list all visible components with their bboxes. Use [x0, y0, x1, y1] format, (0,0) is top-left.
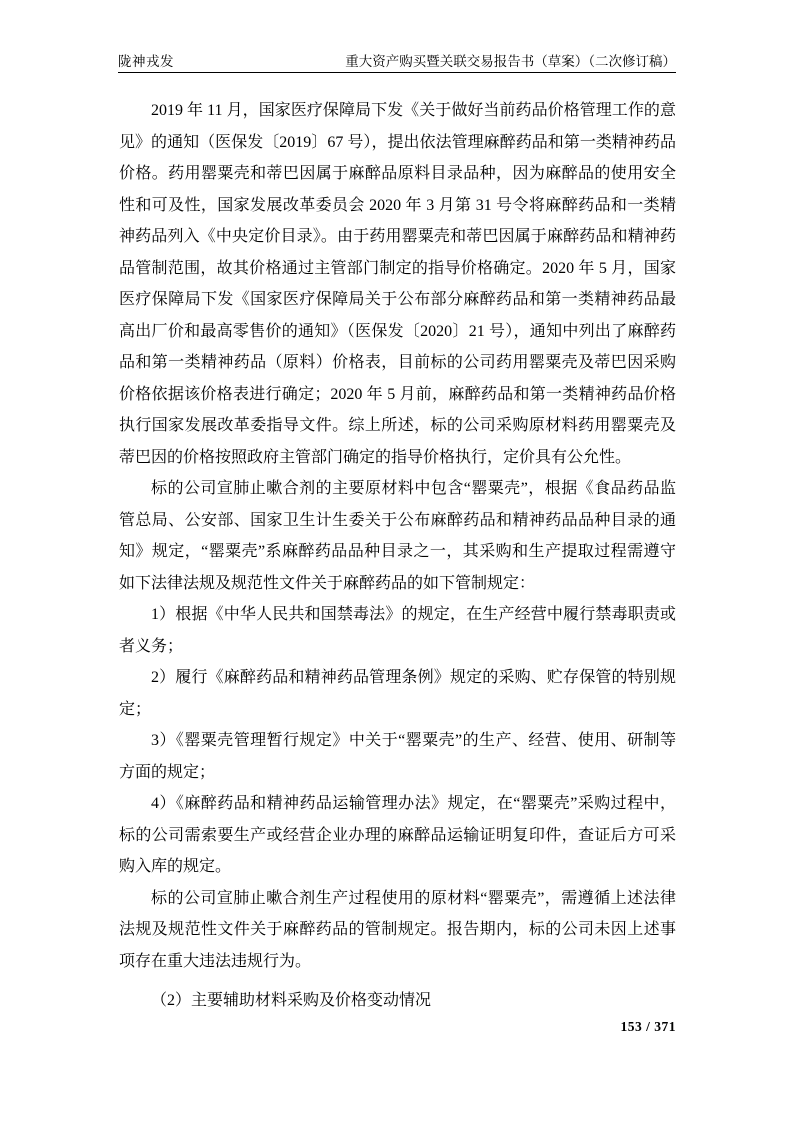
document-body [119, 95, 676, 1017]
page-number: 153 / 371 [620, 1019, 676, 1034]
paragraph-raw-material-regulations: 标的公司宣肺止嗽合剂的主要原材料中包含“罂粟壳”，根据《食品药品监管总局、公安部、国家卫生计生委关于公布麻醉药品和精神药品品种目录的通知》规定，“罂粟壳”系麻醉药品品种目录之一，其采购和生产提取过程需遵守如下法律法规及规范性文件关于麻醉药品的如下管制规定： [119, 480, 676, 592]
header-document-title: 重大资产购买暨关联交易报告书（草案）（二次修订稿） [345, 54, 676, 69]
list-item-poppy-shell-provisions: 3）《罂粟壳管理暂行规定》中关于“罂粟壳”的生产、经营、使用、研制等方面的规定； [119, 732, 676, 781]
list-item-narcotic-regulations: 2）履行《麻醉药品和精神药品管理条例》规定的采购、贮存保管的特别规定； [119, 669, 676, 718]
list-item-transport-measures: 4）《麻醉药品和精神药品运输管理办法》规定，在“罂粟壳”采购过程中，标的公司需索要生产或经营企业办理的麻醉品运输证明复印件，查证后方可采购入库的规定。 [119, 795, 676, 875]
paragraph-pricing-policy: 2019 年 11 月，国家医疗保障局下发《关于做好当前药品价格管理工作的意见》的通知（医保发〔2019〕67 号），提出依法管理麻醉药品和第一类精神药品价格。药用罂粟壳和蒂巴因属于麻醉品原料目录品种，因为麻醉品的使用安全性和可及性，国家发展改革委员会 2020 年 3 月第 31 号令将麻醉药品和一类精神药品列入《中央定价目录》。由于药用罂粟壳和蒂巴因属于麻醉药品和精神药品管制范围，故其价格通过主管部门制定的指导价格确定。2020 年 5 月，国家医疗保障局下发《国家医疗保障局关于公布部分麻醉药品和第一类精神药品最高出厂价和最高零售价的通知》（医保发〔2020〕21 号），通知中列出了麻醉药品和第一类精神药品（原料）价格表，目前标的公司药用罂粟壳及蒂巴因采购价格依据该价格表进行确定；2020 年 5 月前，麻醉药品和第一类精神药品价格执行国家发展改革委指导文件。综上所述，标的公司采购原材料药用罂粟壳及蒂巴因的价格按照政府主管部门确定的指导价格执行，定价具有公允性。 [119, 102, 676, 466]
paragraph-compliance-summary: 标的公司宣肺止嗽合剂生产过程使用的原材料“罂粟壳”，需遵循上述法律法规及规范性文件关于麻醉药品的管制规定。报告期内，标的公司未因上述事项存在重大违法违规行为。 [119, 889, 676, 970]
list-item-anti-drug-law: 1）根据《中华人民共和国禁毒法》的规定，在生产经营中履行禁毒职责或者义务； [119, 606, 676, 655]
section-heading-auxiliary-materials: （2）主要辅助材料采购及价格变动情况 [151, 992, 432, 1009]
header-company-name: 陇神戎发 [118, 54, 174, 69]
page-header [118, 54, 676, 73]
